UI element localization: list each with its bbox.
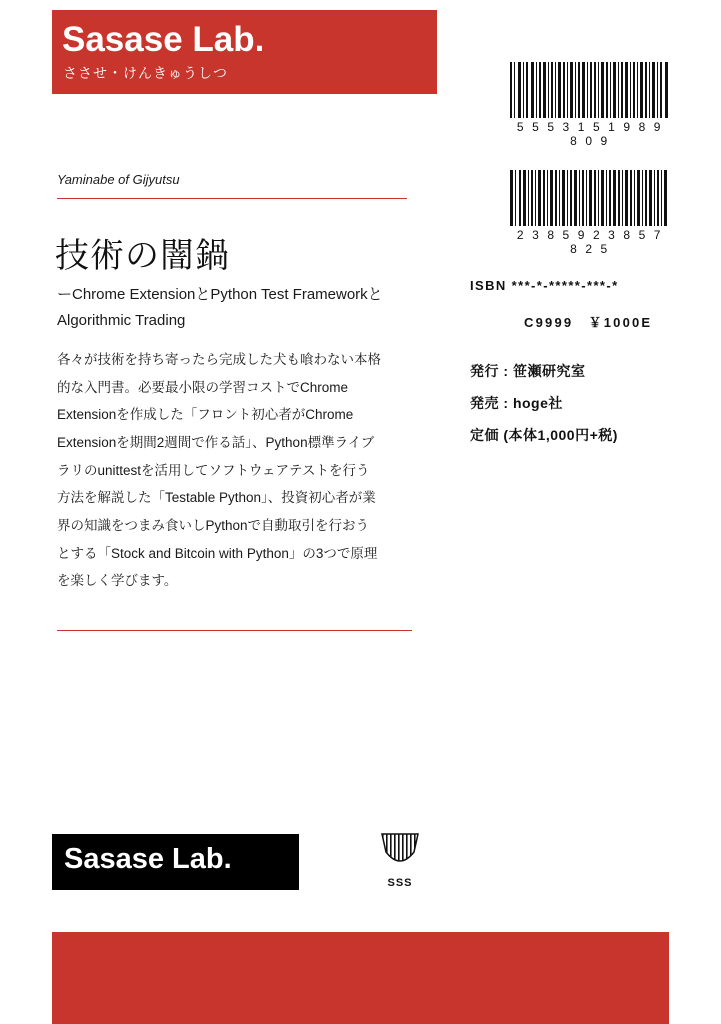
lab-title: Sasase Lab. [62, 20, 265, 59]
footer-band [52, 932, 669, 1024]
divider-bottom [57, 630, 412, 631]
emblem [376, 830, 424, 889]
publisher-line: 発行 : 笹瀬研究室 [470, 363, 586, 379]
emblem-label: SSS [387, 877, 413, 889]
barcode-upper-bars [510, 62, 670, 118]
price-line: 定価 (本体1,000円+税) [470, 427, 618, 444]
logo-text: Sasase Lab. [64, 843, 232, 875]
barcode-upper-digits: 5 5 5 3 1 5 1 9 8 9 8 0 9 [516, 120, 664, 148]
crest-icon [378, 830, 422, 870]
book-subtitle: ーChrome ExtensionとPython Test Frameworkと Algorithmic Trading [57, 286, 383, 330]
series-label: Yaminabe of Gijyutsu [57, 172, 180, 187]
distributor-line: 発売 : hoge社 [470, 395, 563, 412]
divider-top [57, 198, 407, 199]
price-code-text: C9999 ￥1000E [524, 315, 653, 330]
barcode-lower-digits: 2 3 8 5 9 2 3 8 5 7 8 2 5 [516, 228, 664, 256]
lab-title-kana: ささせ・けんきゅうしつ [63, 65, 228, 81]
barcode-lower [510, 170, 670, 256]
publication-info [470, 355, 618, 452]
book-description: 各々が技術を持ち寄ったら完成した犬も喰わない本格的な入門書。必要最小限の学習コストでChrome Extensionを作成した「フロント初心者がChrome Extensionを期間2週間で作る話」、Python標準ライブラリのunittestを活用してソフトウェアテストを行う方法を解説した「Testable Python」、投資初心者が業界の知識をつまみ食いしPythonで自動取引を行おうとする「Stock and Bitcoin with Python」の3つで原理を楽しく学びます。 [57, 352, 381, 589]
barcode-upper [510, 62, 670, 148]
barcode-lower-bars [510, 170, 670, 226]
isbn-text: ISBN ***-*-*****-***-* [470, 278, 619, 293]
book-title: 技術の闇鍋 [55, 237, 230, 275]
